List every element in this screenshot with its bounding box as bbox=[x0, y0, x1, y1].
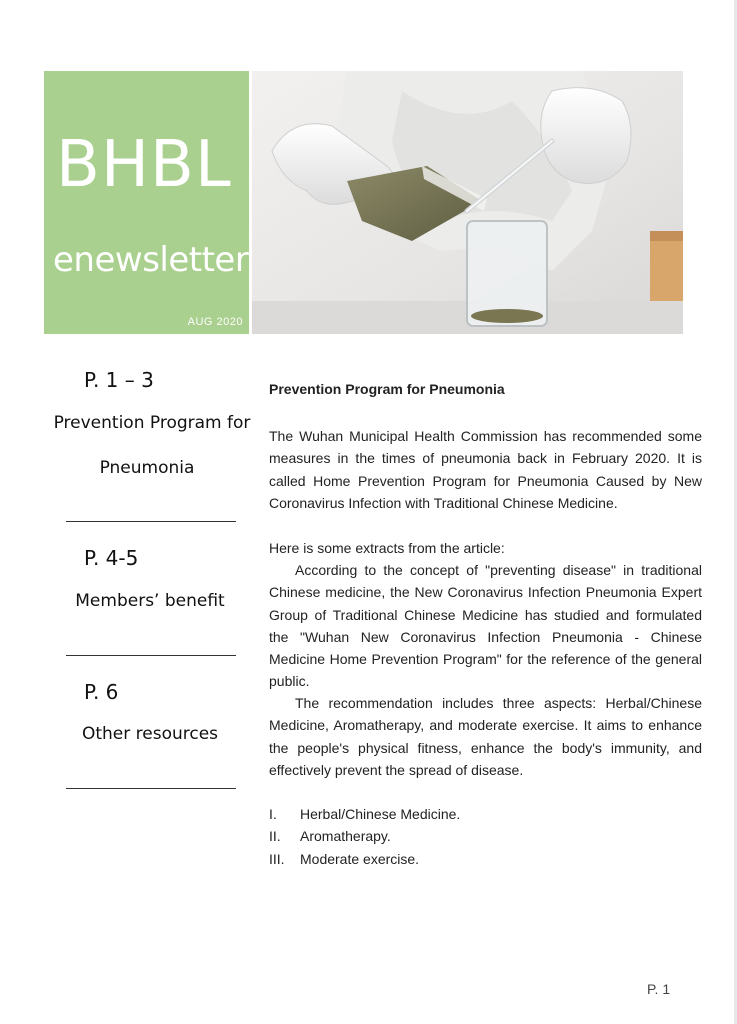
brand-title: BHBL bbox=[56, 128, 232, 202]
list-number: I. bbox=[269, 806, 277, 822]
article-paragraph-1: According to the concept of "preventing disease" in traditional Chinese medicine, the New Coronavirus Infection Pneumonia Expert Group of Traditional Chinese Medicine has studied and formulated the "Wuhan New Coronavirus Infection Pneumonia - Chinese Medicine Home Prevention Program" for the reference of the general public. bbox=[269, 562, 702, 690]
aspects-list bbox=[269, 803, 460, 870]
list-text: Moderate exercise. bbox=[300, 850, 420, 867]
header-photo bbox=[252, 71, 683, 334]
toc-divider bbox=[66, 655, 236, 656]
issue-date: AUG 2020 bbox=[187, 316, 243, 328]
list-item bbox=[269, 825, 460, 847]
toc-pages-1: P. 1 – 3 bbox=[84, 368, 154, 392]
toc-title-3: Other resources bbox=[81, 724, 219, 744]
masthead-panel bbox=[44, 71, 249, 334]
toc-title-1b: Pneumonia bbox=[99, 458, 195, 478]
list-text: Herbal/Chinese Medicine. bbox=[300, 806, 461, 822]
article-intro: The Wuhan Municipal Health Commission has recommended some measures in the times of pneumonia back in February 2020. It is called Home Prevention Program for Pneumonia Caused by New Coronavirus Infection with Traditional Chinese Medicine. bbox=[269, 428, 702, 511]
toc-divider bbox=[66, 788, 236, 789]
toc-pages-2: P. 4-5 bbox=[84, 546, 139, 570]
brand-subtitle: enewsletter bbox=[53, 240, 249, 280]
toc-title-1a: Prevention Program for bbox=[53, 413, 251, 433]
list-number: III. bbox=[269, 850, 285, 867]
article-title: Prevention Program for Pneumonia bbox=[269, 381, 505, 397]
lab-herbs-illustration bbox=[252, 71, 683, 334]
toc-title-2: Members’ benefit bbox=[75, 591, 225, 611]
list-number: II. bbox=[269, 828, 281, 845]
list-item bbox=[269, 848, 460, 870]
list-text: Aromatherapy. bbox=[300, 828, 391, 845]
page-number: P. 1 bbox=[647, 981, 671, 997]
toc-pages-3: P. 6 bbox=[84, 680, 119, 704]
article-paragraph-2: The recommendation includes three aspects: Herbal/Chinese Medicine, Aromatherapy, and moderate exercise. It aims to enhance the people's physical fitness, enhance the body's immunity, and effectively prevent the spread of disease. bbox=[269, 695, 702, 778]
article-extract-lead: Here is some extracts from the article: bbox=[269, 540, 505, 556]
toc-divider bbox=[66, 521, 236, 522]
list-item bbox=[269, 803, 460, 825]
